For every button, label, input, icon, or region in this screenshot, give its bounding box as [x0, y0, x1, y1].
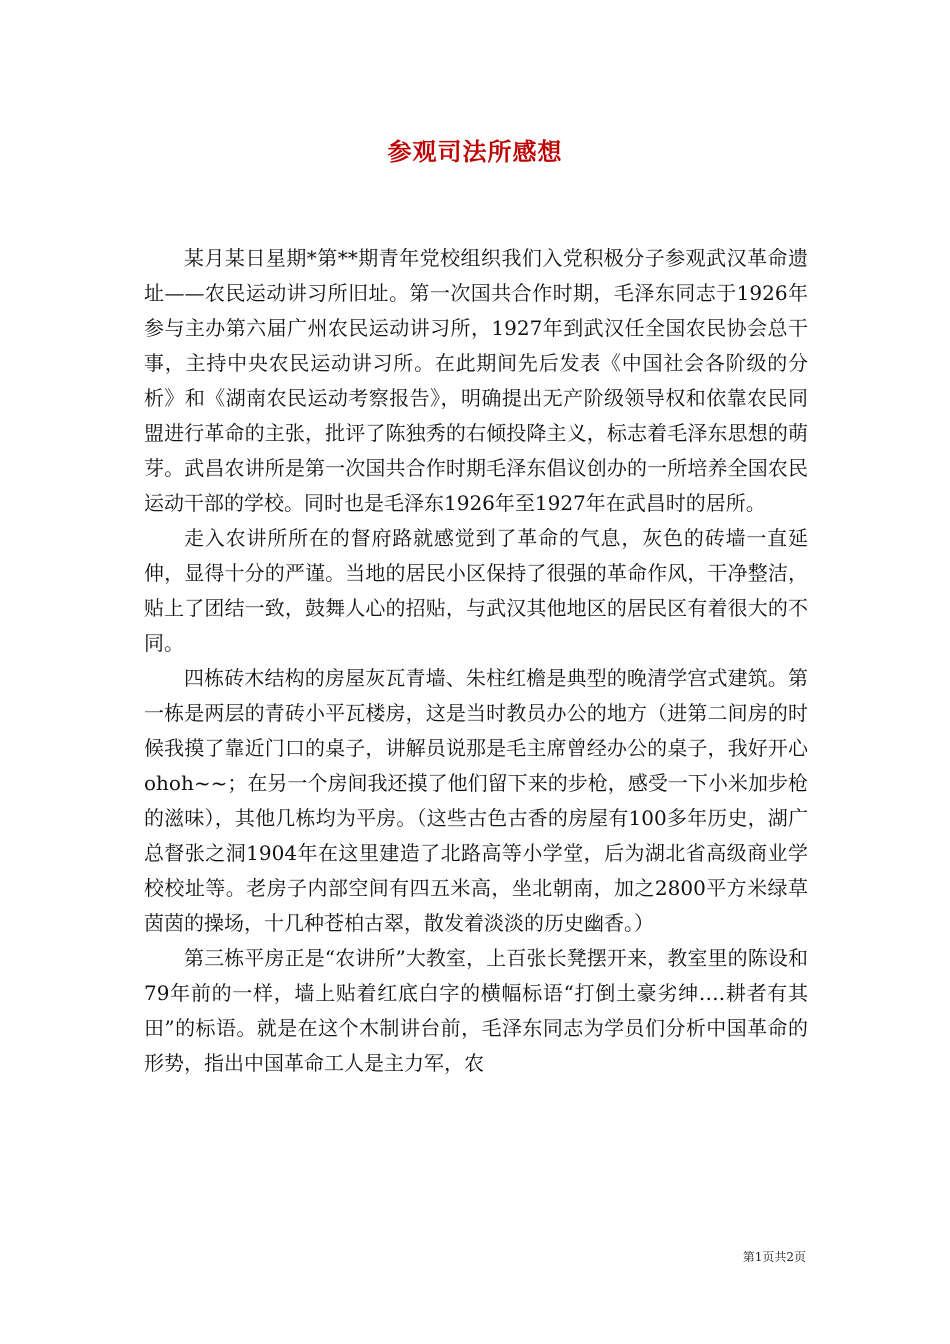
- paragraph-2: 走入农讲所所在的督府路就感觉到了革命的气息，灰色的砖墙一直延伸，显得十分的严谨。当地的居民小区保持了很强的革命作风，干净整洁，贴上了团结一致，鼓舞人心的招贴，与武汉其他地区的居民区有着很大的不同。: [144, 526, 808, 655]
- document-title: 参观司法所感想: [387, 137, 563, 166]
- paragraph-4: 第三栋平房正是“农讲所”大教室，上百张长凳摆开来，教室里的陈设和79年前的一样，墙上贴着红底白字的横幅标语“打倒土豪劣绅….耕者有其田”的标语。就是在这个木制讲台前，毛泽东同志为学员们分析中国革命的形势，指出中国革命工人是主力军，农: [144, 946, 808, 1075]
- page-number: 第1页共2页: [742, 1250, 806, 1264]
- paragraph-1: 某月某日星期*第**期青年党校组织我们入党积极分子参观武汉革命遗址——农民运动讲习所旧址。第一次国共合作时期，毛泽东同志于1926年参与主办第六届广州农民运动讲习所，1927年到武汉任全国农民协会总干事，主持中央农民运动讲习所。在此期间先后发表《中国社会各阶级的分析》和《湖南农民运动考察报告》，明确提出无产阶级领导权和依靠农民同盟进行革命的主张，批评了陈独秀的右倾投降主义，标志着毛泽东思想的萌芽。武昌农讲所是第一次国共合作时期毛泽东倡议创办的一所培养全国农民运动干部的学校。同时也是毛泽东1926年至1927年在武昌时的居所。: [144, 246, 808, 515]
- document-body: [144, 241, 808, 1081]
- paragraph-3: 四栋砖木结构的房屋灰瓦青墙、朱柱红檐是典型的晚清学宫式建筑。第一栋是两层的青砖小平瓦楼房，这是当时教员办公的地方（进第二间房的时候我摸了靠近门口的桌子，讲解员说那是毛主席曾经办公的桌子，我好开心ohoh~~；在另一个房间我还摸了他们留下来的步枪，感受一下小米加步枪的滋味），其他几栋均为平房。（这些古色古香的房屋有100多年历史，湖广总督张之洞1904年在这里建造了北路高等小学堂，后为湖北省高级商业学校校址等。老房子内部空间有四五米高，坐北朝南，加之2800平方米绿草茵茵的操场，十几种苍柏古翠，散发着淡淡的历史幽香。）: [144, 666, 808, 935]
